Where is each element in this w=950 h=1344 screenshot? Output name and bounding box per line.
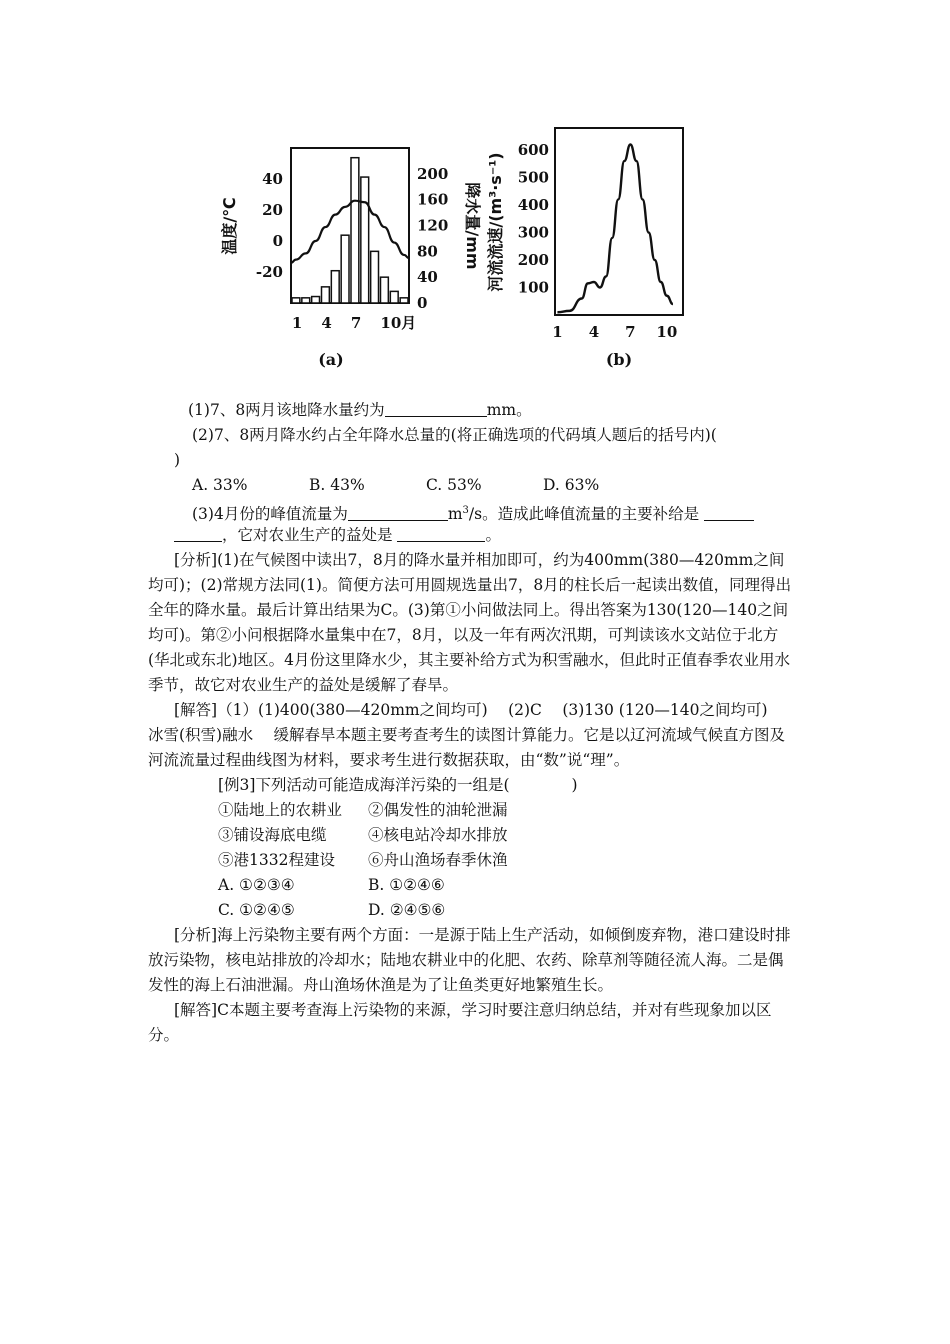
q3-end: 。 bbox=[485, 526, 501, 544]
precipitation-axis-label: 降水量/mm bbox=[463, 182, 482, 270]
month-tick-label: 10 bbox=[656, 323, 678, 341]
q3-unit-sup: 3 bbox=[462, 505, 469, 516]
right-tick-label: 0 bbox=[417, 294, 428, 312]
precipitation-bar bbox=[312, 297, 320, 303]
q3-blank-2 bbox=[704, 503, 754, 521]
precipitation-bar bbox=[381, 277, 389, 303]
precipitation-bar bbox=[390, 291, 398, 303]
q3-unit: m bbox=[447, 505, 463, 523]
right-tick-label: 160 bbox=[417, 190, 449, 209]
ex3-option-c: C. ①②④⑤ bbox=[218, 901, 295, 919]
item-3: ③铺设海底电缆 bbox=[218, 826, 327, 844]
example-3-options-2 bbox=[148, 898, 798, 923]
right-tick-label: 200 bbox=[417, 164, 449, 183]
precipitation-bar bbox=[292, 298, 300, 303]
precipitation-bar bbox=[341, 235, 349, 303]
analysis-2: [分析]海上污染物主要有两个方面：一是源于陆上生产活动，如倾倒废弃物，港口建设时排放污染物，核电站排放的冷却水；陆地农耕业中的化肥、农药、除草剂等随径流人海。二是偶发性的海上石油泄漏。舟山渔场休渔是为了让鱼类更好地繁殖生长。 bbox=[148, 926, 791, 994]
ex3-option-d: D. ②④⑤⑥ bbox=[368, 901, 446, 919]
answer-2: [解答]C本题主要考查海上污染物的来源，学习时要注意归纳总结，并对有些现象加以区分。 bbox=[148, 1001, 772, 1044]
question-3 bbox=[148, 498, 798, 523]
q3-blank-1 bbox=[348, 503, 448, 521]
q1-unit: mm。 bbox=[486, 401, 532, 419]
month-tick-label: 1 bbox=[552, 323, 563, 341]
item-2: ②偶发性的油轮泄漏 bbox=[368, 801, 508, 819]
left-tick-label: -20 bbox=[255, 263, 283, 281]
option-d: D. 63% bbox=[543, 476, 600, 494]
item-6: ⑥舟山渔场春季休渔 bbox=[368, 851, 508, 869]
question-2 bbox=[148, 423, 798, 448]
option-b: B. 43% bbox=[309, 476, 365, 494]
precipitation-bar bbox=[371, 251, 379, 303]
flow-tick-label: 600 bbox=[517, 141, 549, 159]
question-1 bbox=[148, 398, 798, 423]
q1-text: (1)7、8两月该地降水量约为 bbox=[188, 401, 385, 419]
flow-tick-label: 500 bbox=[517, 168, 549, 187]
left-tick-label: 0 bbox=[272, 232, 283, 250]
example-3-items-1 bbox=[148, 798, 798, 823]
question-2-options bbox=[148, 473, 798, 498]
precipitation-bar bbox=[302, 298, 310, 303]
item-1: ①陆地上的农耕业 bbox=[218, 801, 343, 819]
q3-line2: ，它对农业生产的益处是 bbox=[222, 526, 393, 544]
month-tick-label: 1 bbox=[291, 314, 303, 332]
precipitation-bar bbox=[331, 271, 339, 303]
month-tick-label: 7 bbox=[625, 323, 636, 341]
q3-blank-3 bbox=[397, 524, 485, 542]
panel-b-label: (b) bbox=[605, 350, 633, 369]
q3-mid: /s。造成此峰值流量的主要补给是 bbox=[468, 505, 700, 523]
example-3-items-3 bbox=[148, 848, 798, 873]
example-3: [例3]下列活动可能造成海洋污染的一组是( ) bbox=[218, 776, 578, 794]
item-4: ④核电站冷却水排放 bbox=[368, 826, 508, 844]
month-tick-label: 7 bbox=[350, 314, 362, 332]
month-tick-label: 4 bbox=[588, 323, 600, 341]
flow-tick-label: 400 bbox=[517, 196, 549, 214]
example-3-options-1 bbox=[148, 873, 798, 898]
precipitation-bar bbox=[361, 177, 369, 303]
right-tick-label: 40 bbox=[417, 268, 438, 287]
q3-text: (3)4月份的峰值流量为 bbox=[192, 505, 348, 523]
precipitation-bar bbox=[400, 298, 408, 303]
question-text bbox=[148, 398, 798, 1048]
river-flow-curve bbox=[557, 145, 673, 313]
right-tick-label: 80 bbox=[417, 242, 438, 261]
example-3-items-2 bbox=[148, 823, 798, 848]
ex3-option-b: B. ①②④⑥ bbox=[368, 876, 445, 894]
flow-tick-label: 300 bbox=[517, 223, 549, 242]
temperature-curve bbox=[291, 201, 409, 263]
question-3-line-2 bbox=[148, 523, 798, 548]
panel-a-label: (a) bbox=[318, 350, 344, 369]
q1-blank bbox=[385, 399, 487, 417]
q3-blank-2-cont bbox=[174, 524, 222, 542]
left-tick-label: 20 bbox=[262, 201, 283, 219]
option-a: A. 33% bbox=[192, 476, 248, 494]
flow-axis-label: 河流流速/(m³·s⁻¹) bbox=[486, 152, 505, 292]
flow-tick-label: 100 bbox=[517, 278, 549, 297]
month-tick-label: 4 bbox=[321, 314, 332, 332]
question-2-close bbox=[148, 448, 798, 473]
precipitation-bar bbox=[351, 158, 359, 303]
ex3-option-a: A. ①②③④ bbox=[218, 876, 295, 894]
flow-tick-label: 200 bbox=[517, 251, 549, 269]
climate-and-flow-figure bbox=[205, 118, 705, 386]
left-tick-label: 40 bbox=[262, 170, 283, 188]
month-tick-label: 10月 bbox=[380, 314, 417, 332]
figure bbox=[205, 118, 705, 386]
temperature-axis-label: 温度/℃ bbox=[220, 197, 239, 255]
answer-1: [解答]（1）(1)400(380—420mm之间均可) (2)C (3)130 (120—140之间均可) 冰雪(积雪)融水 缓解春旱本题主要考查考生的读图计算能力。它是以辽河流域气候直方图及河流流量过程曲线图为材料，要求考生进行数据获取，由“数”说“理”。 bbox=[148, 701, 788, 769]
item-5: ⑤港1332程建设 bbox=[218, 851, 335, 869]
precipitation-bar bbox=[322, 287, 330, 303]
option-c: C. 53% bbox=[426, 476, 482, 494]
q2-text: (2)7、8两月降水约占全年降水总量的(将正确选项的代码填人题后的括号内)( bbox=[192, 426, 717, 444]
analysis-1: [分析](1)在气候图中读出7，8月的降水量并相加即可，约为400mm(380—420mm之间均可)；(2)常规方法同(1)。简便方法可用圆规选量出7，8月的柱长后一起读出数值，同理得出全年的降水量。最后计算出结果为C。(3)第①小问做法同上。得出答案为130(120—140之间均可)。第②小问根据降水量集中在7，8月，以及一年有两次汛期，可判读该水文站位于北方 (华北或东北)地区。4月份这里降水少，其主要补给方式为积雪融水，但此时正值春季农业用水季节，故它对农业生产的益处是缓解了春旱。 bbox=[148, 551, 792, 694]
right-tick-label: 120 bbox=[417, 216, 449, 235]
panel-a-frame bbox=[291, 148, 409, 303]
q2-close-paren: ) bbox=[174, 451, 181, 469]
